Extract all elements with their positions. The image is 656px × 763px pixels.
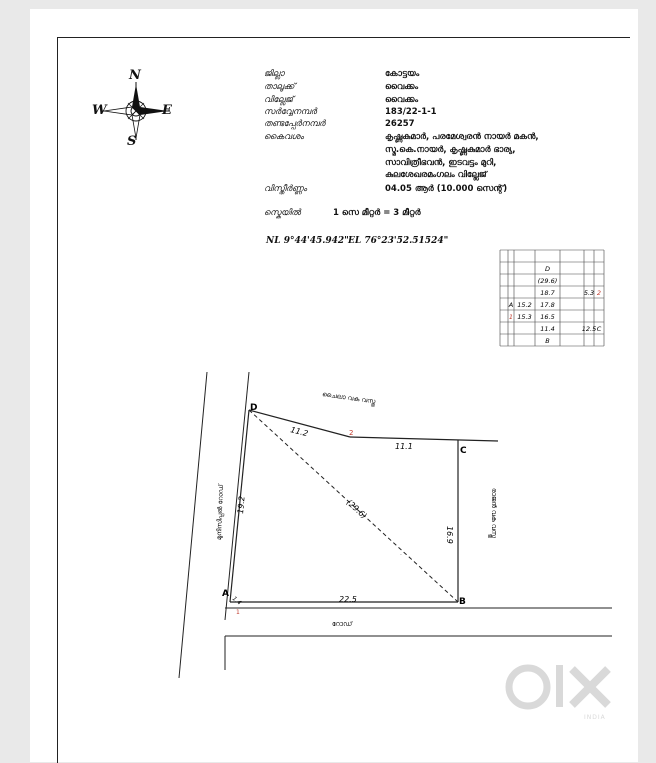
detail-label-taluk: താലൂക്ക് bbox=[264, 82, 295, 92]
compass-e: E bbox=[162, 103, 172, 118]
olx-sub-text: INDIA bbox=[584, 714, 606, 721]
scale-value: 1 സെ മീറ്റർ = 3 മീറ്റർ bbox=[333, 208, 421, 218]
compass-w: W bbox=[92, 103, 107, 118]
corner-c: C bbox=[460, 446, 467, 456]
label-right-property: രാജൻ വക വസ്തു bbox=[490, 488, 498, 538]
table-cell: (29.6) bbox=[537, 277, 558, 285]
label-bottom-road: റോഡ് bbox=[332, 620, 353, 628]
detail-value-district: കോട്ടയം bbox=[385, 69, 420, 79]
table-cell: 1 bbox=[508, 313, 514, 321]
measure-a-d: 19.2 bbox=[236, 495, 247, 515]
detail-value-owner-2: സ്മ.കെ.നായർ, കൃഷ്ണകുമാർ ഭാര്യ, bbox=[385, 145, 516, 155]
measure-a-b: 22.5 bbox=[339, 595, 357, 604]
table-cell: 18.7 bbox=[540, 289, 555, 297]
corner-1: 1 bbox=[236, 609, 240, 616]
detail-label-survey: സർവ്വേനമ്പർ bbox=[264, 107, 317, 117]
detail-value-owner-3: സാവിത്രീഭവൻ, ഇടവട്ടം മുറി, bbox=[385, 158, 497, 168]
detail-label-district: ജില്ലാ bbox=[264, 69, 285, 79]
label-north-property: ചൈലാ വക വസ്തു bbox=[321, 390, 377, 406]
area-value: 04.05 ആർ (10.000 സെന്റ്) bbox=[385, 184, 508, 194]
measure-2-c: 11.1 bbox=[395, 442, 413, 451]
coord-nl: NL 9°44'45.942" bbox=[266, 236, 349, 246]
boundary-2-c bbox=[350, 437, 498, 441]
coord-el: EL 76°23'52.51524" bbox=[348, 236, 449, 246]
detail-value-village: വൈക്കം bbox=[385, 95, 419, 105]
corner-a: A bbox=[222, 589, 229, 599]
detail-value-owner-4: കുലശേഖരമംഗലം വില്ലേജ് bbox=[385, 170, 487, 180]
detail-value-thandaper: 26257 bbox=[385, 119, 415, 129]
detail-value-owner-1: കൃഷ്ണകുമാർ, പരമേശ്വരൻ നായർ മകൻ, bbox=[385, 132, 539, 142]
compass-s: S bbox=[127, 134, 137, 149]
table-cell: 11.4 bbox=[540, 325, 555, 333]
olx-brand-text: OLX bbox=[400, 555, 403, 556]
corner-d: D bbox=[250, 403, 258, 413]
table-cell: A bbox=[508, 301, 514, 309]
olx-watermark bbox=[400, 555, 620, 729]
corner-b: B bbox=[459, 597, 466, 607]
area-label: വിസ്തീർണ്ണം bbox=[264, 184, 307, 194]
table-cell: 15.2 bbox=[517, 301, 532, 309]
table-cell: 2 bbox=[596, 289, 602, 297]
road-left-outer bbox=[179, 372, 207, 678]
scale-label: സ്കെയിൽ bbox=[264, 208, 301, 218]
detail-label-owner: കൈവശം bbox=[264, 132, 304, 142]
detail-label-thandaper: തണ്ടപ്പേർനമ്പർ bbox=[264, 119, 326, 129]
table-cell: C bbox=[596, 325, 602, 333]
detail-label-village: വില്ലേജ് bbox=[264, 95, 294, 105]
corner-2: 2 bbox=[349, 429, 354, 437]
table-cell: 16.5 bbox=[540, 313, 555, 321]
compass-n: N bbox=[129, 68, 141, 83]
table-cell: 15.3 bbox=[517, 313, 532, 321]
olx-logo-icon bbox=[400, 555, 620, 725]
table-cell: B bbox=[545, 337, 550, 345]
label-left-road: മുനിസിപ്പൽ റോഡ് bbox=[215, 484, 225, 541]
measure-d-2: 11.2 bbox=[289, 425, 309, 439]
table-cell: 5.3 bbox=[583, 289, 595, 297]
measure-c-b: 16.9 bbox=[445, 526, 454, 544]
table-cell: 12.5 bbox=[581, 325, 597, 333]
measure-a-1: 1.4 bbox=[230, 595, 243, 607]
table-cell: D bbox=[544, 265, 551, 273]
measure-diagonal: (29.6) bbox=[344, 497, 369, 521]
detail-value-survey: 183/22-1-1 bbox=[385, 107, 437, 117]
detail-value-taluk: വൈക്കം bbox=[385, 82, 419, 92]
table-cell: 17.8 bbox=[540, 301, 555, 309]
